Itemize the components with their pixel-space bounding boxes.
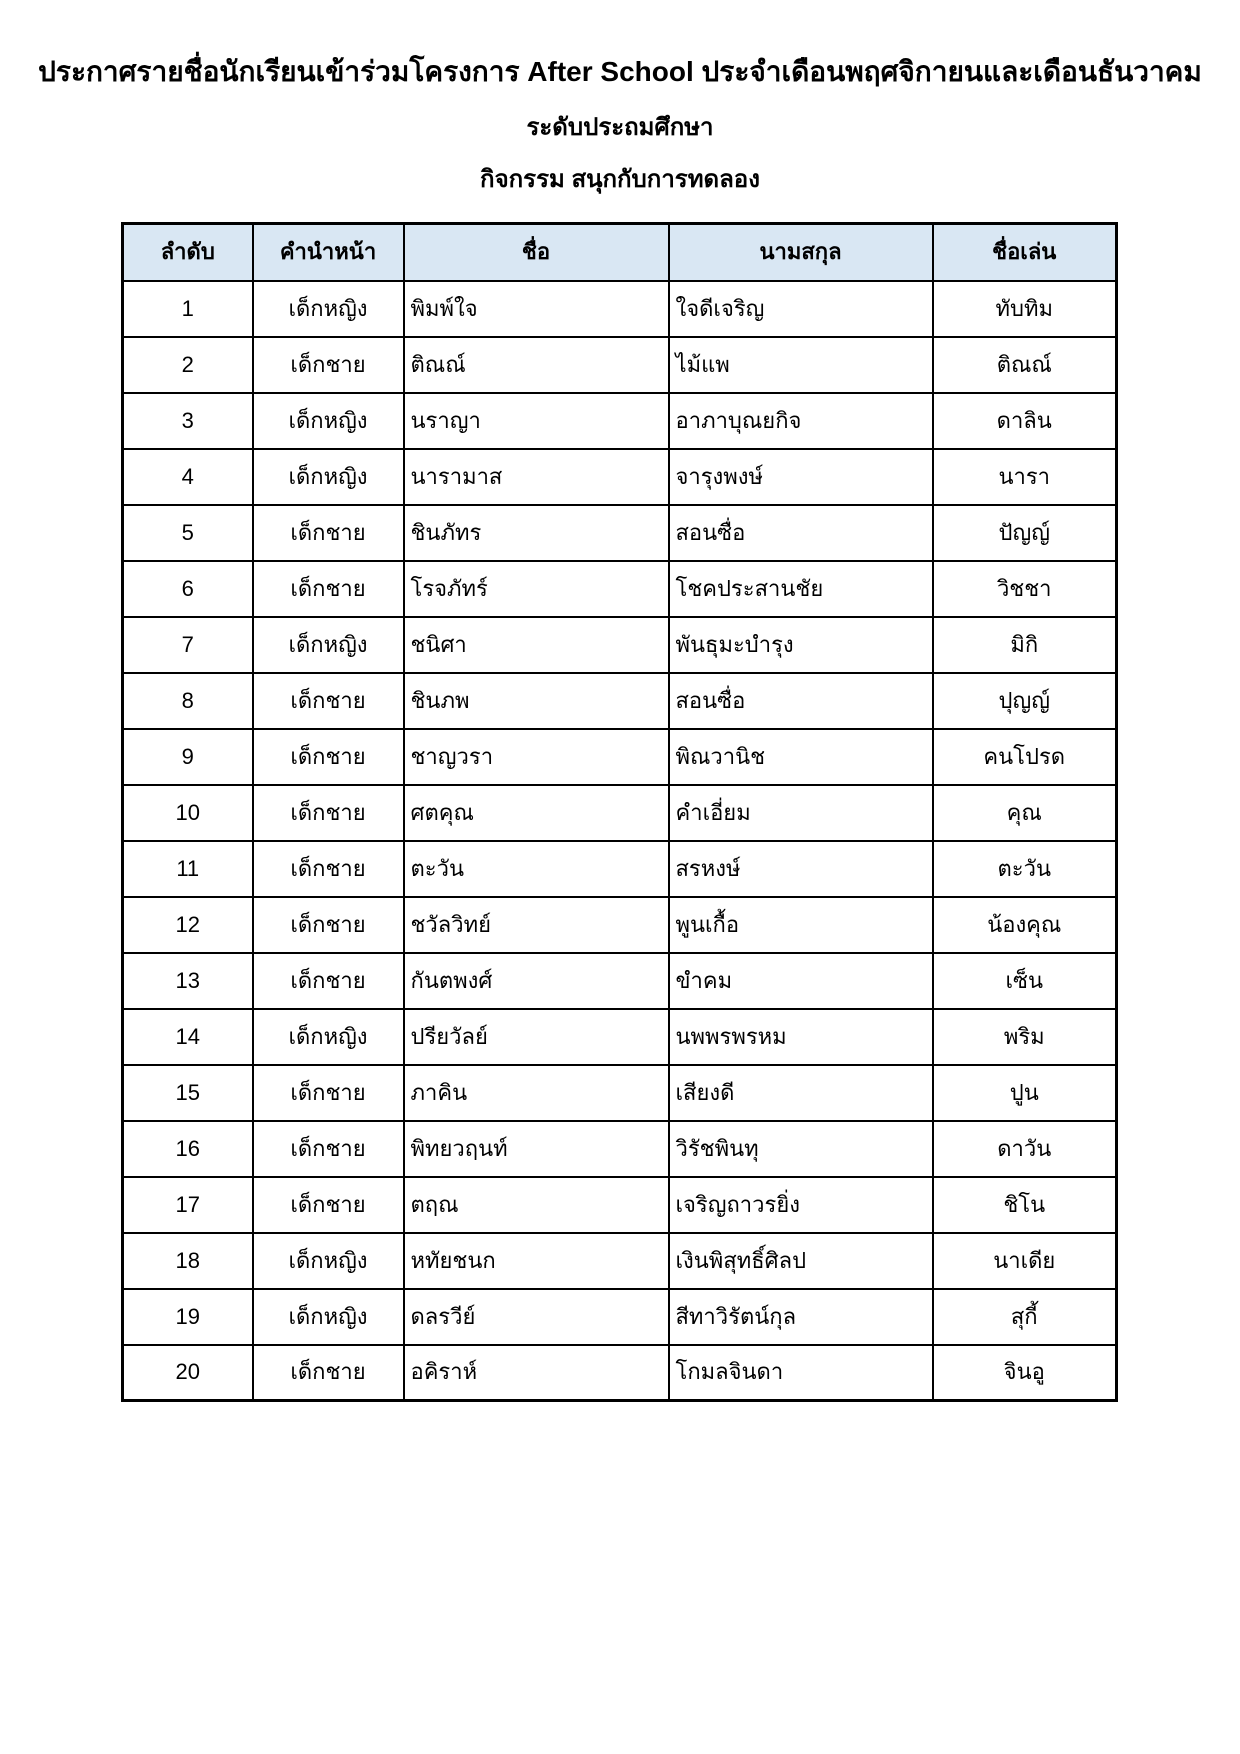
row-number-cell: 1	[123, 281, 253, 337]
prefix-cell: เด็กหญิง	[253, 1009, 404, 1065]
nickname-cell: วิชชา	[933, 561, 1117, 617]
first-name-cell: ชวัลวิทย์	[404, 897, 669, 953]
prefix-cell: เด็กหญิง	[253, 281, 404, 337]
row-number-cell: 14	[123, 1009, 253, 1065]
prefix-cell: เด็กชาย	[253, 897, 404, 953]
header-last-name: นามสกุล	[669, 224, 933, 281]
nickname-cell: ดาลิน	[933, 393, 1117, 449]
prefix-cell: เด็กชาย	[253, 729, 404, 785]
prefix-cell: เด็กหญิง	[253, 1289, 404, 1345]
document-title-text: ประกาศรายชื่อนักเรียนเข้าร่วมโครงการ After School ประจำเดือนพฤศจิกายนและเดือนธันวาคม	[38, 56, 1202, 87]
row-number-cell: 10	[123, 785, 253, 841]
prefix-cell: เด็กชาย	[253, 841, 404, 897]
document-subtitle-level: ระดับประถมศึกษา	[526, 113, 714, 141]
document-subtitle-activity: กิจกรรม สนุกกับการทดลอง	[480, 165, 760, 193]
nickname-cell: ดาวัน	[933, 1121, 1117, 1177]
row-number-cell: 15	[123, 1065, 253, 1121]
table-row	[123, 1065, 1117, 1121]
row-number-cell: 2	[123, 337, 253, 393]
nickname-cell: ชิโน	[933, 1177, 1117, 1233]
table-row	[123, 337, 1117, 393]
first-name-cell: นราญา	[404, 393, 669, 449]
last-name-cell: สอนซื่อ	[669, 673, 933, 729]
table-row	[123, 1121, 1117, 1177]
first-name-cell: หทัยชนก	[404, 1233, 669, 1289]
last-name-cell: สอนซื่อ	[669, 505, 933, 561]
nickname-cell: มิกิ	[933, 617, 1117, 673]
table-row	[123, 785, 1117, 841]
first-name-cell: ตะวัน	[404, 841, 669, 897]
row-number-cell: 4	[123, 449, 253, 505]
last-name-cell: โชคประสานชัย	[669, 561, 933, 617]
last-name-cell: พิณวานิช	[669, 729, 933, 785]
student-table	[121, 222, 1118, 1402]
table-row	[123, 1289, 1117, 1345]
nickname-cell: ปูน	[933, 1065, 1117, 1121]
last-name-cell: เจริญถาวรยิ่ง	[669, 1177, 933, 1233]
prefix-cell: เด็กชาย	[253, 1177, 404, 1233]
first-name-cell: ชินภพ	[404, 673, 669, 729]
row-number-cell: 8	[123, 673, 253, 729]
last-name-cell: ใจดีเจริญ	[669, 281, 933, 337]
table-row	[123, 1345, 1117, 1401]
nickname-cell: จินอู	[933, 1345, 1117, 1401]
table-row	[123, 729, 1117, 785]
last-name-cell: เสียงดี	[669, 1065, 933, 1121]
first-name-cell: ภาคิน	[404, 1065, 669, 1121]
last-name-cell: สีทาวิรัตน์กุล	[669, 1289, 933, 1345]
first-name-cell: พิทยวฤนท์	[404, 1121, 669, 1177]
nickname-cell: ปุญญ์	[933, 673, 1117, 729]
last-name-cell: พันธุมะบำรุง	[669, 617, 933, 673]
nickname-cell: เซ็น	[933, 953, 1117, 1009]
nickname-cell: สุกี้	[933, 1289, 1117, 1345]
first-name-cell: นารามาส	[404, 449, 669, 505]
last-name-cell: สรหงษ์	[669, 841, 933, 897]
nickname-cell: คุณ	[933, 785, 1117, 841]
prefix-cell: เด็กชาย	[253, 673, 404, 729]
row-number-cell: 7	[123, 617, 253, 673]
row-number-cell: 9	[123, 729, 253, 785]
table-header-row	[123, 224, 1117, 281]
row-number-cell: 13	[123, 953, 253, 1009]
row-number-cell: 11	[123, 841, 253, 897]
header-nickname: ชื่อเล่น	[933, 224, 1117, 281]
first-name-cell: ศตคุณ	[404, 785, 669, 841]
nickname-cell: คนโปรด	[933, 729, 1117, 785]
last-name-cell: จารุงพงษ์	[669, 449, 933, 505]
first-name-cell: กันตพงศ์	[404, 953, 669, 1009]
first-name-cell: ชินภัทร	[404, 505, 669, 561]
table-row	[123, 1177, 1117, 1233]
row-number-cell: 12	[123, 897, 253, 953]
nickname-cell: ตะวัน	[933, 841, 1117, 897]
first-name-cell: ชนิศา	[404, 617, 669, 673]
prefix-cell: เด็กชาย	[253, 1121, 404, 1177]
table-row	[123, 281, 1117, 337]
table-row	[123, 841, 1117, 897]
prefix-cell: เด็กหญิง	[253, 1233, 404, 1289]
row-number-cell: 18	[123, 1233, 253, 1289]
first-name-cell: ชาญวรา	[404, 729, 669, 785]
table-row	[123, 617, 1117, 673]
nickname-cell: ทับทิม	[933, 281, 1117, 337]
header-prefix: คำนำหน้า	[253, 224, 404, 281]
first-name-cell: อคิราห์	[404, 1345, 669, 1401]
nickname-cell: ติณณ์	[933, 337, 1117, 393]
prefix-cell: เด็กชาย	[253, 505, 404, 561]
nickname-cell: น้องคุณ	[933, 897, 1117, 953]
prefix-cell: เด็กหญิง	[253, 449, 404, 505]
row-number-cell: 19	[123, 1289, 253, 1345]
last-name-cell: พูนเกื้อ	[669, 897, 933, 953]
prefix-cell: เด็กหญิง	[253, 617, 404, 673]
first-name-cell: โรจภัทร์	[404, 561, 669, 617]
row-number-cell: 17	[123, 1177, 253, 1233]
table-row	[123, 897, 1117, 953]
prefix-cell: เด็กชาย	[253, 1345, 404, 1401]
last-name-cell: ขำคม	[669, 953, 933, 1009]
first-name-cell: ตฤณ	[404, 1177, 669, 1233]
row-number-cell: 20	[123, 1345, 253, 1401]
row-number-cell: 16	[123, 1121, 253, 1177]
prefix-cell: เด็กชาย	[253, 1065, 404, 1121]
prefix-cell: เด็กชาย	[253, 953, 404, 1009]
row-number-cell: 6	[123, 561, 253, 617]
last-name-cell: อาภาบุณยกิจ	[669, 393, 933, 449]
table-row	[123, 449, 1117, 505]
last-name-cell: โกมลจินดา	[669, 1345, 933, 1401]
prefix-cell: เด็กชาย	[253, 337, 404, 393]
nickname-cell: ปัญญ์	[933, 505, 1117, 561]
table-row	[123, 1009, 1117, 1065]
row-number-cell: 3	[123, 393, 253, 449]
table-row	[123, 1233, 1117, 1289]
first-name-cell: ดลรวีย์	[404, 1289, 669, 1345]
nickname-cell: นารา	[933, 449, 1117, 505]
table-row	[123, 673, 1117, 729]
table-row	[123, 393, 1117, 449]
first-name-cell: พิมพ์ใจ	[404, 281, 669, 337]
document-title	[0, 50, 1240, 94]
first-name-cell: ติณณ์	[404, 337, 669, 393]
table-row	[123, 505, 1117, 561]
prefix-cell: เด็กหญิง	[253, 393, 404, 449]
table-row	[123, 953, 1117, 1009]
nickname-cell: นาเดีย	[933, 1233, 1117, 1289]
last-name-cell: ไม้แพ	[669, 337, 933, 393]
table-row	[123, 561, 1117, 617]
prefix-cell: เด็กชาย	[253, 561, 404, 617]
last-name-cell: เงินพิสุทธิ์ศิลป	[669, 1233, 933, 1289]
header-first-name: ชื่อ	[404, 224, 669, 281]
last-name-cell: วิรัชพินทุ	[669, 1121, 933, 1177]
nickname-cell: พริม	[933, 1009, 1117, 1065]
header-no: ลำดับ	[123, 224, 253, 281]
last-name-cell: คำเอี่ยม	[669, 785, 933, 841]
row-number-cell: 5	[123, 505, 253, 561]
first-name-cell: ปรียวัลย์	[404, 1009, 669, 1065]
prefix-cell: เด็กชาย	[253, 785, 404, 841]
last-name-cell: นพพรพรหม	[669, 1009, 933, 1065]
